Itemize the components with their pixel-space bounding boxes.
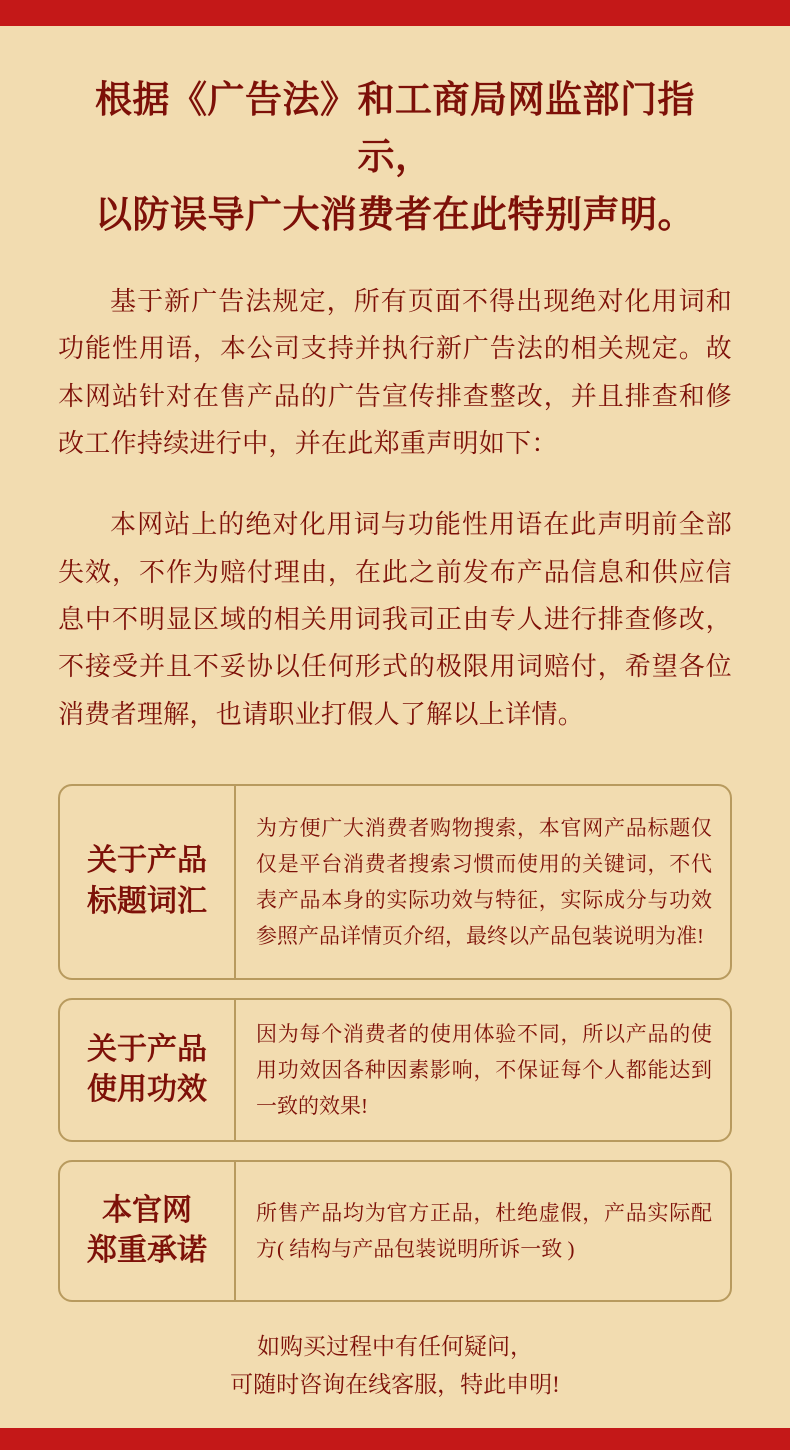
card-product-title-terms <box>58 784 732 980</box>
card-body: 所售产品均为官方正品，杜绝虚假，产品实际配方( 结构与产品包装说明所诉一致 ) <box>256 1201 712 1262</box>
footer-line-2: 可随时咨询在线客服，特此申明! <box>230 1372 560 1398</box>
card-title-line-1: 关于产品 <box>87 1032 207 1066</box>
card-official-promise <box>58 1160 732 1302</box>
card-body: 因为每个消费者的使用体验不同，所以产品的使用功效因各种因素影响，不保证每个人都能达到一致的效果! <box>256 1021 712 1119</box>
card-title-line-2: 郑重承诺 <box>87 1234 207 1268</box>
card-title-line-1: 关于产品 <box>87 844 207 878</box>
page-title <box>58 26 732 244</box>
card-title-line-2: 标题词汇 <box>87 884 207 918</box>
card-body: 为方便广大消费者购物搜索，本官网产品标题仅仅是平台消费者搜索习惯而使用的关键词，不代表产品本身的实际功效与特征，实际成分与功效参照产品详情页介绍，最终以产品包装说明为准! <box>256 815 712 948</box>
card-title-line-2: 使用功效 <box>87 1073 207 1106</box>
page-title-line-1: 根据《广告法》和工商局网监部门指示， <box>95 80 695 179</box>
card-title <box>60 1162 236 1300</box>
statement-paragraph-2: 本网站上的绝对化用词与功能性用语在此声明前全部失效，不作为赔付理由，在此之前发布产品信息和供应信息中不明显区域的相关用词我司正由专人进行排查修改，不接受并且不妥协以任何形式的极限用词赔付，希望各位消费者理解，也请职业打假人了解以上详情。 <box>58 510 732 729</box>
statement-paragraph-1: 基于新广告法规定，所有页面不得出现绝对化用词和功能性用语，本公司支持并执行新广告法的相关规定。故本网站针对在售产品的广告宣传排查整改，并且排查和修改工作持续进行中，并在此郑重声明如下： <box>58 287 732 458</box>
card-product-efficacy <box>58 998 732 1142</box>
top-red-band <box>0 0 790 26</box>
card-title <box>60 786 236 978</box>
footer-note <box>58 1328 732 1404</box>
card-title <box>60 1000 236 1140</box>
page-title-line-2: 以防误导广大消费者在此特别声明。 <box>95 194 695 236</box>
card-list <box>58 784 732 1302</box>
card-title-line-1: 本官网 <box>102 1193 192 1227</box>
bottom-red-band <box>0 1428 790 1450</box>
footer-line-1: 如购买过程中有任何疑问， <box>257 1334 533 1360</box>
content-panel <box>0 26 790 1428</box>
